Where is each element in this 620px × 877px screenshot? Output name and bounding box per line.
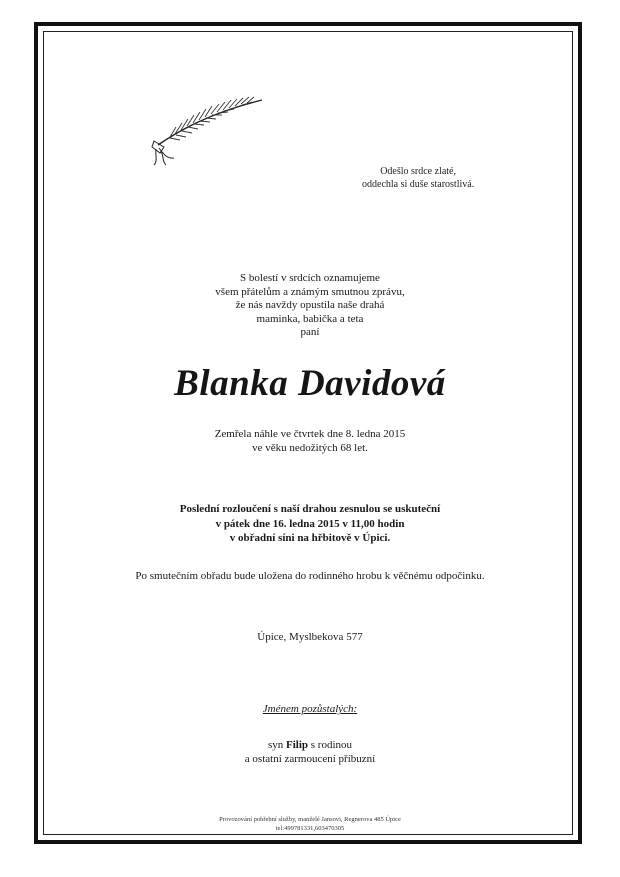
mourners-heading: [0, 703, 620, 715]
death-info: [0, 427, 620, 455]
funeral-service-name: Provozování pohřební služby, manželé Jansovi, Regnerova 485 Úpice: [219, 816, 401, 823]
mourners-heading-text: Jménem pozůstalých:: [262, 703, 358, 715]
announcement-line: S bolestí v srdcích oznamujeme: [240, 272, 380, 284]
ceremony-info: [0, 502, 620, 546]
funeral-service-footer: [0, 815, 620, 833]
feather-icon: [150, 95, 272, 167]
motto-verse: [362, 165, 474, 191]
family-signature: [0, 738, 620, 766]
announcement-line: maminka, babička a teta: [256, 312, 364, 325]
deceased-name: Blanka Davidová: [174, 363, 446, 404]
ceremony-line-2: v pátek dne 16. ledna 2015 v 11,00 hodin: [215, 517, 405, 530]
death-date-line: Zemřela náhle ve čtvrtek dne 8. ledna 2015: [214, 428, 406, 440]
announcement-line: všem přátelům a známým smutnou zprávu,: [215, 285, 405, 298]
family-suffix: s rodinou: [310, 739, 353, 751]
home-address: Úpice, Myslbekova 577: [257, 631, 363, 643]
family-line-2: a ostatní zarmoucení příbuzní: [244, 753, 376, 765]
son-name: Filip: [286, 739, 309, 751]
announcement-text: [0, 272, 620, 340]
announcement-line: že nás navždy opustila naše drahá: [235, 299, 385, 311]
ceremony-line-3: v obřadní síni na hřbitově v Úpici.: [229, 532, 391, 544]
motto-line-2: oddechla si duše starostlivá.: [362, 179, 475, 190]
motto-line-1: Odešlo srdce zlaté,: [380, 166, 456, 177]
announcement-line: paní: [300, 326, 320, 338]
funeral-service-phone: tel:499781331,603470305: [275, 825, 345, 832]
family-line-1: [0, 738, 620, 752]
death-age-line: ve věku nedožitých 68 let.: [252, 442, 368, 454]
family-prefix: syn: [267, 739, 284, 751]
burial-note: Po smutečním obřadu bude uložena do rodinného hrobu k věčnému odpočinku.: [135, 570, 485, 582]
ceremony-line-1: Poslední rozloučení s naší drahou zesnulou se uskuteční: [179, 503, 441, 515]
